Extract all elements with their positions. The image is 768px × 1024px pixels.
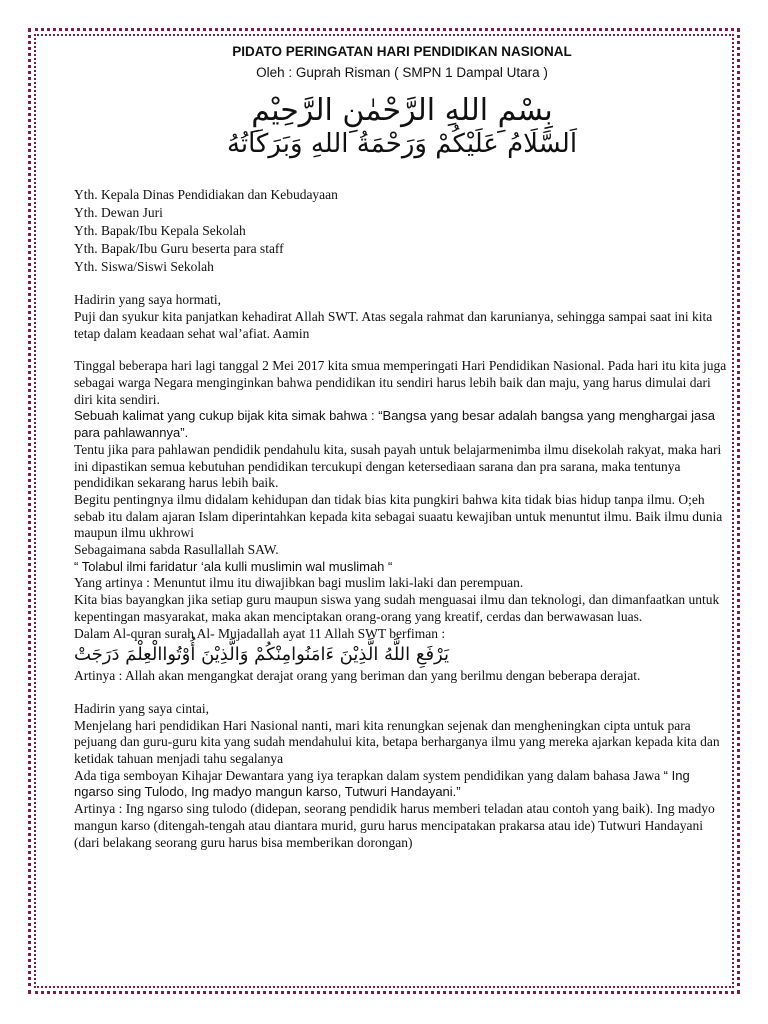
semboyan-quote: “ Ing ngarso sing Tulodo, Ing madyo mangun karso, Tutwuri Handayani.” — [74, 767, 690, 800]
body-text: Ada tiga semboyan Kihajar Dewantara yang iya terapkan dalam system pendidikan yang dalam bahasa Jawa — [74, 767, 661, 783]
hadith-quote: “ Tolabul ilmi faridatur ‘ala kulli muslimin wal muslimah “ — [74, 558, 393, 574]
greeting-paragraph: Hadirin yang saya hormati, — [74, 292, 221, 308]
recipient-line: Yth. Dewan Juri — [74, 205, 163, 221]
body-paragraph: Puji dan syukur kita panjatkan kehadirat Allah SWT. Atas segala rahmat dan karunianya, sehingga sampai saat ini kita tetap dalam keadaan sehat wal’afiat. Aamin — [74, 308, 713, 341]
body-paragraph: Artinya : Ing ngarso sing tulodo (didepan, seorang pendidik harus memberi teladan atau contoh yang baik). Ing madyo mangun karso (ditengah-tengah atau diantara murid, guru harus mencipatakan prakarsa atau ide) Tutwuri Handayani (dari belakang seorang guru harus bisa memberikan dorongan) — [74, 801, 715, 850]
body-paragraph: Artinya : Allah akan mengangkat derajat orang yang beriman dan yang berilmu dengan beberapa derajat. — [74, 668, 641, 684]
recipient-line: Yth. Kepala Dinas Pendidiakan dan Kebudayaan — [74, 187, 338, 203]
body-paragraph — [74, 768, 730, 801]
basmalah-text: بِسْمِ اللهِ الرَّحْمٰنِ الرَّحِيْمِ — [251, 93, 553, 128]
document-page — [74, 40, 730, 851]
greeting-paragraph: Hadirin yang saya cintai, — [74, 700, 209, 716]
body-paragraph: Sebagaimana sabda Rasullallah SAW. — [74, 542, 279, 558]
recipient-line: Yth. Bapak/Ibu Kepala Sekolah — [74, 223, 246, 239]
recipient-line: Yth. Siswa/Siswi Sekolah — [74, 259, 214, 275]
quran-verse-text: يَرْفَعِ اللَّهُ الَّذِيْنَ ءَامَنُوامِنْكُمْ وَالَّذِيْنَ أُوْتُواالْعِلْمَ دَرَجَتْ — [74, 644, 449, 666]
body-paragraph: Dalam Al-quran surah Al- Mujadallah ayat 11 Allah SWT berfiman : — [74, 625, 446, 641]
body-paragraph: Begitu pentingnya ilmu didalam kehidupan dan tidak bias kita pungkiri bahwa kita tidak bias hidup tanpa ilmu. O;eh sebab itu dalam ajaran Islam diperintahkan kepada kita sebagai suaatu kewajiban untuk menuntut ilmu. Baik ilmu dunia maupun ilmu ukhrowi — [74, 491, 723, 541]
body-paragraph: Tentu jika para pahlawan pendidik pendahulu kita, susah payah untuk belajarmenimba ilmu disekolah rakyat, maka hari ini dipastikan semua kebutuhan pendidikan tercukupi dengan ketersediaan sarana dan pra sarana, maka tentunya pendidikan sekarang harus lebih baik. — [74, 441, 722, 491]
salam-text: اَلسَّلَامُ عَلَيْكُمْ وَرَحْمَةُ اللهِ وَبَرَكَاتُهُ — [226, 129, 578, 159]
recipient-line: Yth. Bapak/Ibu Guru beserta para staff — [74, 241, 284, 257]
document-author: Oleh : Guprah Risman ( SMPN 1 Dampal Utara ) — [256, 65, 548, 80]
body-paragraph: Menjelang hari pendidikan Hari Nasional nanti, mari kita renungkan sejenak dan mengheningkan cipta untuk para pejuang dan guru-guru kita yang sudah mendahului kita, betapa berharganya ilmu yang mereka ajarkan kepada kita dan ketidak tahuan menjadi tahu segalanya — [74, 717, 720, 767]
body-paragraph: Yang artinya : Menuntut ilmu itu diwajibkan bagi muslim laki-laki dan perempuan. — [74, 575, 524, 591]
document-title: PIDATO PERINGATAN HARI PENDIDIKAN NASIONAL — [232, 44, 572, 59]
quran-verse — [74, 642, 730, 668]
body-paragraph: Kita bias bayangkan jika setiap guru maupun siswa yang sudah menguasai ilmu dan teknologi, dan dimanfaatkan untuk kepentingan masyarakat, maka akan menciptakan orang-orang yang kreatif, cerdas dan berwawasan luas. — [74, 592, 720, 624]
body-paragraph: Tinggal beberapa hari lagi tanggal 2 Mei 2017 kita smua memperingati Hari Pendidikan Nasional. Pada hari itu kita juga sebagai warga Negara menginginkan bahwa pendidikan itu sendiri harus lebih baik dan maju, yang harus dimulai dari diri kita sendiri. — [74, 358, 727, 407]
recipients-list — [74, 186, 730, 276]
quote-paragraph: Sebuah kalimat yang cukup bijak kita simak bahwa : “Bangsa yang besar adalah bangsa yang menghargai jasa para pahlawannya”. — [74, 408, 716, 441]
